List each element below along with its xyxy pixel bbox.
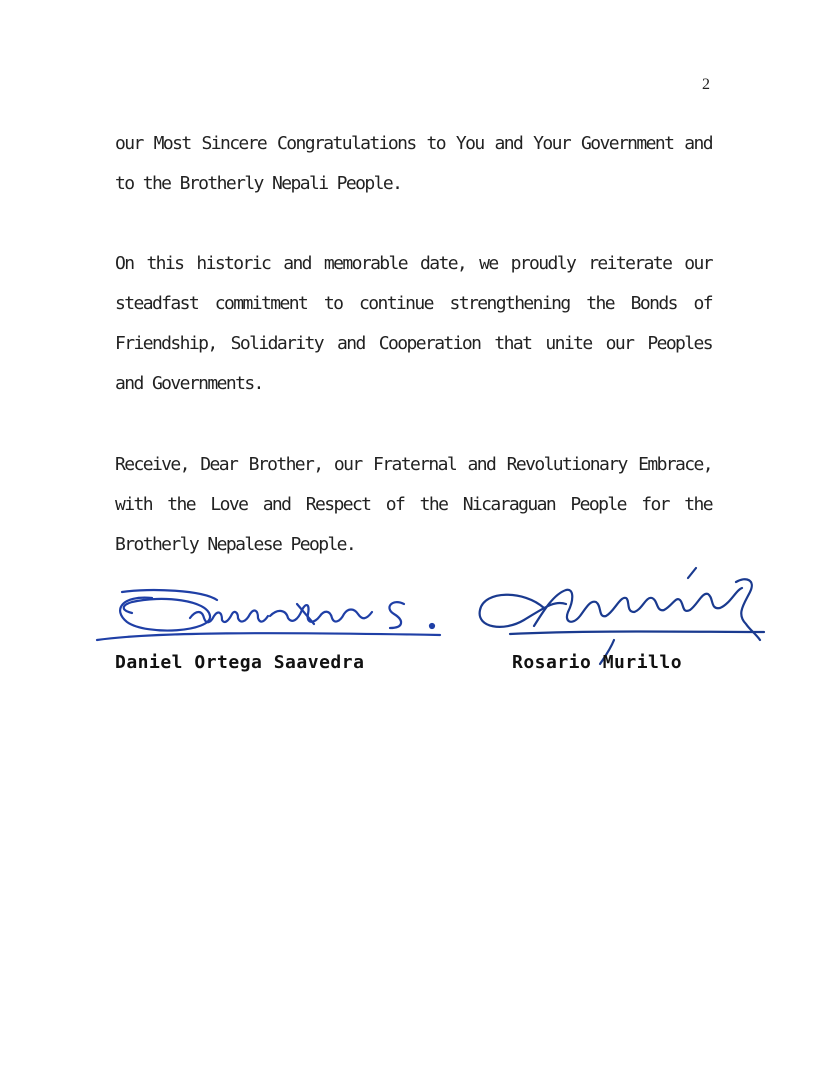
paragraph-closing: Receive, Dear Brother, our Fraternal and Revolutionary Embrace, with the Love and Respect of the Nicaraguan People for the Brotherly Nepalese People.: [115, 454, 712, 555]
paragraph-congratulations: our Most Sincere Congratulations to You and Your Government and to the Brotherly Nepali People.: [115, 133, 712, 194]
signatory-name-daniel-ortega: Daniel Ortega Saavedra: [115, 652, 365, 673]
page-number: 2: [702, 76, 710, 93]
signature-daniel-ortega: [92, 580, 447, 655]
paragraph-commitment: On this historic and memorable date, we proudly reiterate our steadfast commitment to continue strengthening the Bonds of Friendship, Solidarity and Cooperation that unite our Peoples and Governments.: [115, 253, 712, 394]
signatory-name-rosario-murillo: Rosario Murillo: [512, 652, 683, 673]
